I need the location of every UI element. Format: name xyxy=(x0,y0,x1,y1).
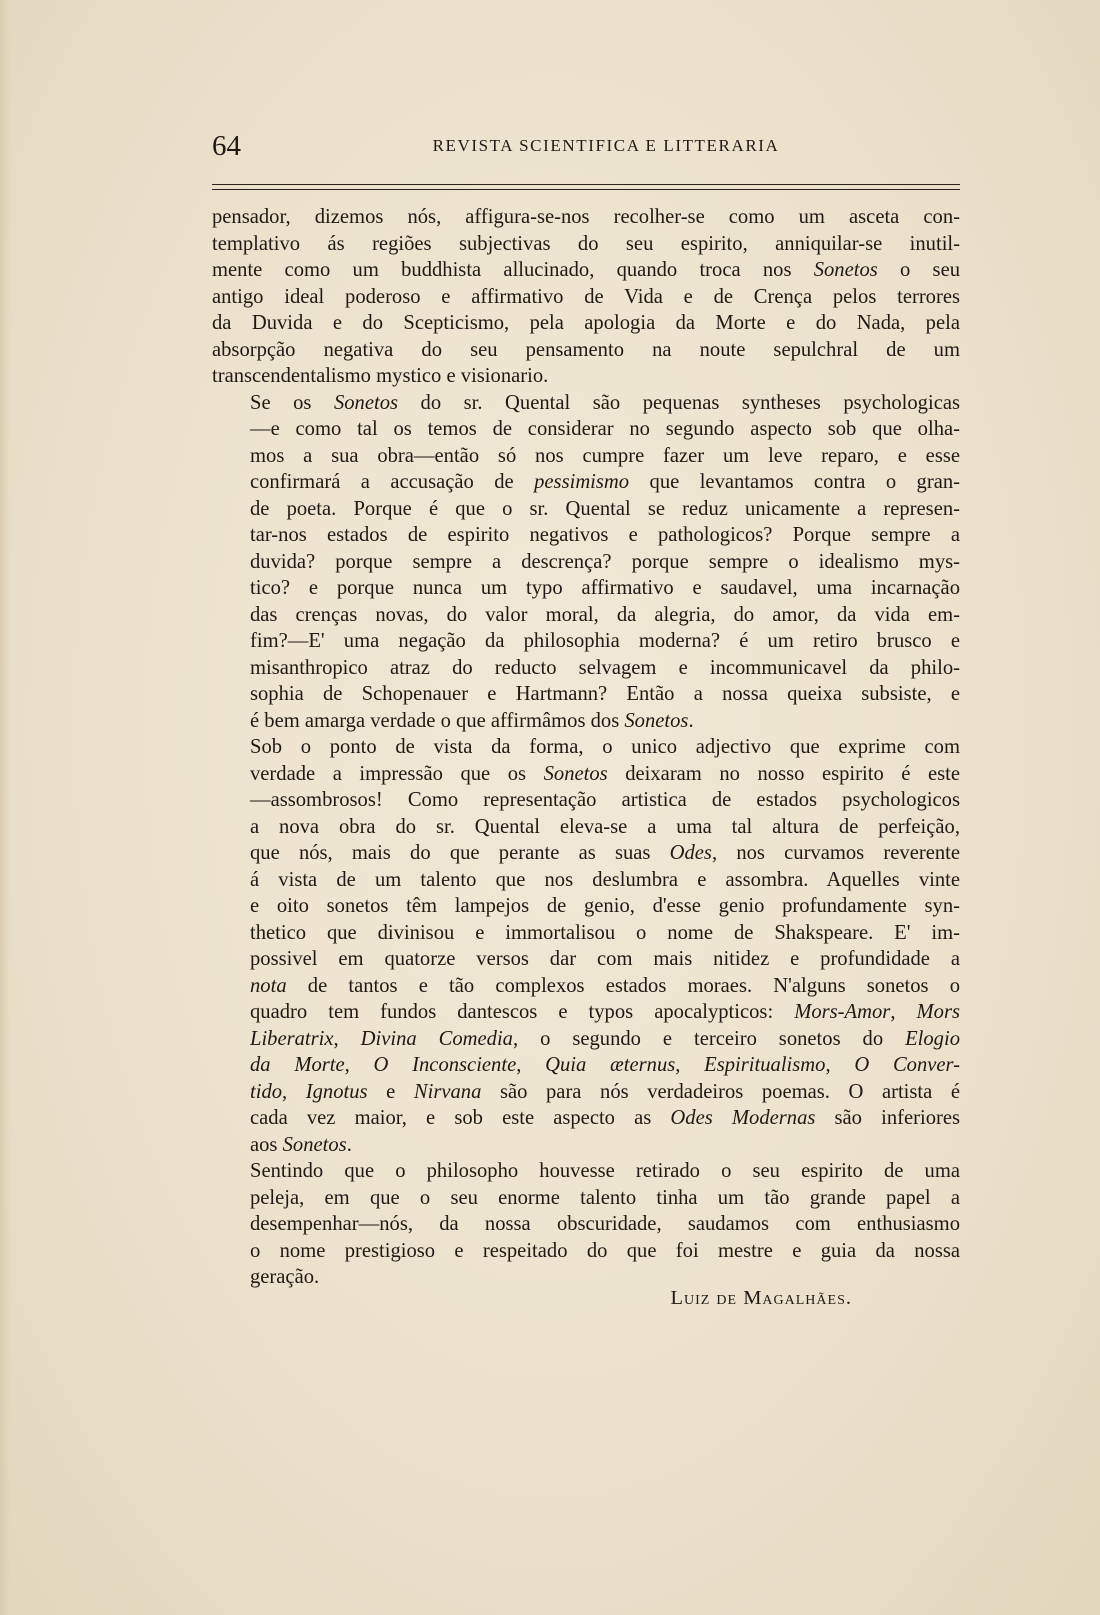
italic-title: nota xyxy=(250,974,287,997)
text-line: a nova obra do sr. Quental eleva-se a uma tal altura de perfeição, xyxy=(250,815,960,838)
text-line: duvida? porque sempre a descrença? porque sempre o idealismo mys- xyxy=(250,550,960,573)
paragraph-4 xyxy=(212,1158,960,1291)
paragraph-2 xyxy=(212,390,960,735)
text-line: aos Sonetos. xyxy=(250,1133,352,1156)
text-line: tido, Ignotus e Nirvana são para nós verdadeiros poemas. O artista é xyxy=(250,1080,960,1103)
italic-title: Quia æternus xyxy=(545,1054,676,1076)
text-line: thetico que divinisou e immortalisou o nome de Shakspeare. E' im- xyxy=(250,921,960,944)
italic-title: Sonetos xyxy=(624,709,689,732)
italic-title: Mors-Amor xyxy=(794,1001,891,1023)
text-line: verdade a impressão que os Sonetos deixaram no nosso espirito é este xyxy=(250,762,960,785)
italic-title: Sonetos xyxy=(282,1133,347,1156)
italic-title: da Morte xyxy=(250,1054,345,1076)
header-rule-bottom xyxy=(212,189,960,190)
text-line: peleja, em que o seu enorme talento tinha um tão grande papel a xyxy=(250,1186,960,1209)
paragraph-3 xyxy=(212,734,960,1158)
text-line: misanthropico atraz do reducto selvagem e incommunicavel da philo- xyxy=(250,656,960,679)
italic-title: Liberatrix xyxy=(250,1027,334,1050)
text-line: Sentindo que o philosopho houvesse retirado o seu espirito de uma xyxy=(250,1160,960,1182)
italic-title: Odes xyxy=(669,842,712,864)
text-line: geração. xyxy=(250,1266,320,1288)
text-line: tar-nos estados de espirito negativos e pathologicos? Porque sempre a xyxy=(250,524,960,546)
text-line: que nós, mais do que perante as suas Odes, nos curvamos reverente xyxy=(250,842,960,864)
text-line: desempenhar—nós, da nossa obscuridade, saudamos com enthusiasmo xyxy=(250,1213,960,1235)
text-line: confirmará a accusação de pessimismo que levantamos contra o gran- xyxy=(250,471,961,493)
text-line: tico? e porque nunca um typo affirmativo e saudavel, uma incarnação xyxy=(250,577,960,599)
text-line: e oito sonetos têm lampejos de genio, d'esse genio profundamente syn- xyxy=(250,895,960,917)
page-edge xyxy=(0,0,10,1615)
text-line: —assombrosos! Como representação artistica de estados psychologicos xyxy=(250,789,960,811)
italic-title: Sonetos xyxy=(333,391,399,414)
italic-title: Sonetos xyxy=(813,259,878,281)
text-line: de poeta. Porque é que o sr. Quental se reduz unicamente a represen- xyxy=(250,497,960,520)
text-line: Se os Sonetos do sr. Quental são pequenas syntheses psychologicas xyxy=(250,391,960,414)
italic-title: Odes Modernas xyxy=(670,1107,816,1129)
italic-title: Divina Comedia xyxy=(360,1027,513,1050)
text-line: cada vez maior, e sob este aspecto as Odes Modernas são inferiores xyxy=(250,1107,961,1129)
text-line: mos a sua obra—então só nos cumpre fazer um leve reparo, e esse xyxy=(250,444,960,467)
running-head: REVISTA SCIENTIFICA E LITTERARIA xyxy=(432,136,780,155)
italic-title: O Inconsciente xyxy=(373,1054,517,1076)
italic-title: pessimismo xyxy=(534,471,630,493)
page-number: 64 xyxy=(212,130,241,162)
text-line: á vista de um talento que nos deslumbra e assombra. Aquelles vinte xyxy=(250,868,960,891)
italic-title: O Conver- xyxy=(854,1054,961,1076)
paragraph-1 xyxy=(212,204,960,390)
text-line: das crenças novas, do valor moral, da alegria, do amor, da vida em- xyxy=(250,603,960,626)
text-line: nota de tantos e tão complexos estados moraes. N'alguns sonetos o xyxy=(250,974,960,997)
italic-title: Ignotus xyxy=(305,1080,368,1103)
text-line: quadro tem fundos dantescos e typos apocalypticos: Mors-Amor, Mors xyxy=(250,1001,960,1023)
text-line: é bem amarga verdade o que affirmâmos dos Sonetos. xyxy=(250,709,694,732)
text-line: Liberatrix, Divina Comedia, o segundo e terceiro sonetos do Elogio xyxy=(250,1027,960,1050)
article-body xyxy=(212,204,960,1291)
text-line: absorpção negativa do seu pensamento na noute sepulchral de um xyxy=(212,338,960,361)
text-line: pensador, dizemos nós, affigura-se-nos recolher-se como um asceta con- xyxy=(212,206,960,228)
page-header xyxy=(212,128,960,164)
text-line: transcendentalismo mystico e visionario. xyxy=(212,365,549,387)
italic-title: Sonetos xyxy=(543,762,608,785)
header-rule-top xyxy=(212,184,960,185)
text-line: da Morte, O Inconsciente, Quia æternus, Espiritualismo, O Conver- xyxy=(250,1054,961,1076)
italic-title: Mors xyxy=(916,1001,960,1023)
text-line: fim?—E' uma negação da philosophia moderna? é um retiro brusco e xyxy=(250,630,960,652)
author-signature: Luiz de Magalhães. xyxy=(670,1287,852,1309)
italic-title: tido xyxy=(250,1080,283,1103)
italic-title: Elogio xyxy=(905,1027,960,1050)
text-line: Sob o ponto de vista da forma, o unico adjectivo que exprime com xyxy=(250,736,960,758)
text-line: sophia de Schopenauer e Hartmann? Então a nossa queixa subsiste, e xyxy=(250,683,960,705)
text-line: antigo ideal poderoso e affirmativo de Vida e de Crença pelos terrores xyxy=(212,285,960,308)
italic-title: Nirvana xyxy=(413,1080,482,1103)
text-line: o nome prestigioso e respeitado do que foi mestre e guia da nossa xyxy=(250,1239,960,1262)
text-line: mente como um buddhista allucinado, quando troca nos Sonetos o seu xyxy=(212,259,961,281)
text-line: possivel em quatorze versos dar com mais nitidez e profundidade a xyxy=(250,948,960,970)
italic-title: Espiritualismo xyxy=(704,1054,826,1076)
text-line: da Duvida e do Scepticismo, pela apologia da Morte e do Nada, pela xyxy=(212,312,960,334)
text-line: —e como tal os temos de considerar no segundo aspecto sob que olha- xyxy=(250,418,960,440)
text-line: templativo ás regiões subjectivas do seu espirito, anniquilar-se inutil- xyxy=(212,232,960,255)
